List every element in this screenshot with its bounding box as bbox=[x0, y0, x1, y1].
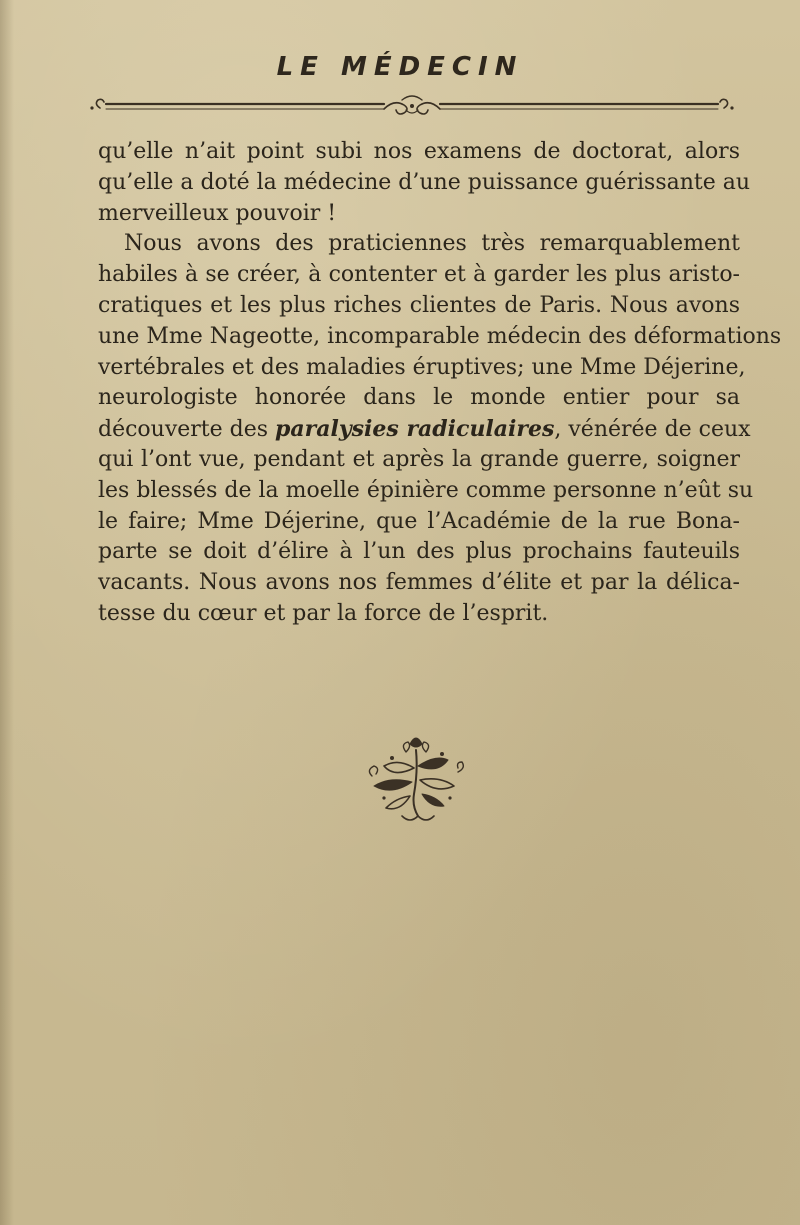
italic-term: paralysies radiculaires bbox=[275, 416, 555, 443]
text-line: merveilleux pouvoir ! bbox=[98, 200, 337, 226]
text-segment: , vénérée de ceux bbox=[554, 417, 751, 443]
text-line-content: Nous avons des praticiennes très remarquablement bbox=[124, 231, 740, 257]
running-title: LE MÉDECIN bbox=[276, 52, 524, 82]
text-line: qu’elle n’ait point subi nos examens de doctorat, alors bbox=[98, 139, 740, 164]
text-line: cratiques et les plus riches clientes de Paris. Nous avons bbox=[98, 292, 740, 318]
text-line: tesse du cœur et par la force de l’esprit. bbox=[98, 600, 549, 626]
text-segment: découverte des bbox=[98, 417, 276, 443]
body-text bbox=[98, 137, 782, 630]
text-line: qu’elle a doté la médecine d’une puissance guérissante au bbox=[98, 169, 751, 195]
paragraph-start-line bbox=[98, 229, 740, 260]
ornamental-rule-icon bbox=[88, 92, 736, 120]
text-line: vacants. Nous avons nos femmes d’élite et par la délica- bbox=[98, 570, 740, 596]
text-line: une Mme Nageotte, incomparable médecin des déformations bbox=[98, 323, 782, 349]
text-line: habiles à se créer, à contenter et à garder les plus aristo- bbox=[98, 262, 740, 288]
text-line: vertébrales et des maladies éruptives; une Mme Déjerine, bbox=[98, 354, 746, 380]
text-line: neurologiste honorée dans le monde entier pour sa bbox=[98, 385, 740, 411]
text-line: qui l’ont vue, pendant et après la grande guerre, soigner bbox=[98, 446, 740, 472]
text-line-with-italic bbox=[98, 414, 751, 445]
floral-fleuron-icon bbox=[362, 732, 470, 828]
text-line: le faire; Mme Déjerine, que l’Académie de la rue Bona- bbox=[98, 508, 740, 534]
text-line: les blessés de la moelle épinière comme personne n’eût su bbox=[98, 477, 754, 503]
text-line: parte se doit d’élire à l’un des plus prochains fauteuils bbox=[98, 539, 740, 565]
